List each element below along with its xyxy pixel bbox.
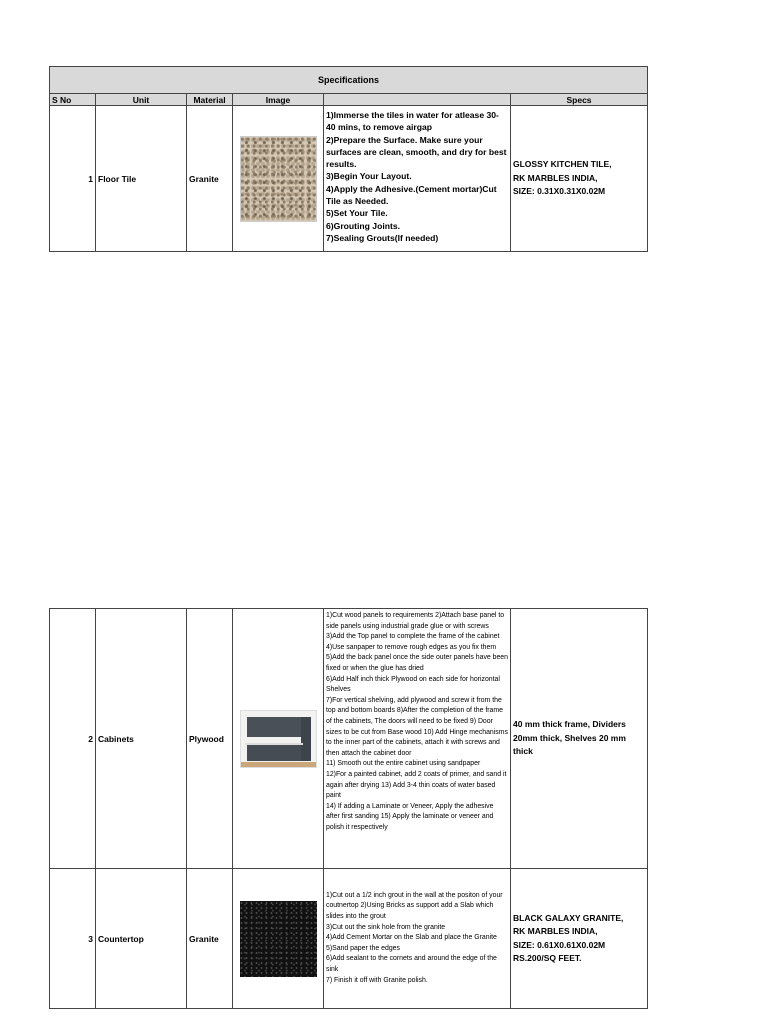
row-sno: 1 <box>50 106 96 252</box>
row-steps: 1)Cut out a 1/2 inch grout in the wall at the positon of your coutnertop 2)Using Bricks as support add a Slab which slides into the grout 3)Cut out the sink hole from the granite 4)Add Cement Mortar on the Slab and place the Granite 5)Sand paper the edges 6)Add sealant to the cornets and around the edge of the sink 7) Finish it off with Granite polish. <box>324 869 511 1009</box>
row-sno: 3 <box>50 869 96 1009</box>
row-material: Plywood <box>187 609 233 869</box>
row-material: Granite <box>187 869 233 1009</box>
header-steps <box>324 94 511 106</box>
header-unit: Unit <box>96 94 187 106</box>
specifications-table <box>49 66 648 252</box>
row-unit: Floor Tile <box>96 106 187 252</box>
row-specs: BLACK GALAXY GRANITE, RK MARBLES INDIA, SIZE: 0.61X0.61X0.02M RS.200/SQ FEET. <box>511 869 648 1009</box>
header-row <box>50 94 648 106</box>
row-sno: 2 <box>50 609 96 869</box>
header-sno: S No <box>50 94 96 106</box>
row-specs: 40 mm thick frame, Dividers 20mm thick, Shelves 20 mm thick <box>511 609 648 869</box>
kitchen-cabinet-image <box>240 710 317 768</box>
table-row <box>50 106 648 252</box>
specifications-table-continued <box>49 608 648 1009</box>
header-material: Material <box>187 94 233 106</box>
row-material: Granite <box>187 106 233 252</box>
granite-tile-image <box>240 136 317 222</box>
table-row <box>50 609 648 869</box>
row-unit: Countertop <box>96 869 187 1009</box>
row-unit: Cabinets <box>96 609 187 869</box>
row-specs: GLOSSY KITCHEN TILE, RK MARBLES INDIA, SIZE: 0.31X0.31X0.02M <box>511 106 648 252</box>
row-steps: 1)Immerse the tiles in water for atlease 30-40 mins, to remove airgap 2)Prepare the Surface. Make sure your surfaces are clean, smooth, and dry for best results. 3)Begin Your Layout. 4)Apply the Adhesive.(Cement mortar)Cut Tile as Needed. 5)Set Your Tile. 6)Grouting Joints. 7)Sealing Grouts(If needed) <box>324 106 511 252</box>
table-title: Specifications <box>50 67 648 94</box>
row-steps: 1)Cut wood panels to requirements 2)Attach base panel to side panels using industrial grade glue or with screws 3)Add the Top panel to complete the frame of the cabinet 4)Use sanpaper to remove rough edges as you fix them 5)Add the back panel once the side outer panels have been fixed or when the glue has dried 6)Add Half inch thick Plywood on each side for horizontal Shelves 7)For vertical shelving, add plywood and screw it from the top and bottom boards 8)After the completion of the frame of the cabinets, The doors will need to be fixed 9) Door sizes to be cut from Base wood 10) Add Hinge mechanisms to the inner part of the cabinets, attach it with screws and then attach the cabinet door 11) Smooth out the entire cabinet using sandpaper 12)For a painted cabinet, add 2 coats of primer, and sand it again after drying 13) Add 3-4 thin coats of water based paint 14) If adding a Laminate or Veneer, Apply the adhesive after first sanding 15) Apply the laminate or veneer and polish it respectively <box>324 609 511 869</box>
black-granite-image <box>240 901 317 977</box>
header-image: Image <box>233 94 324 106</box>
header-specs: Specs <box>511 94 648 106</box>
table-row <box>50 869 648 1009</box>
